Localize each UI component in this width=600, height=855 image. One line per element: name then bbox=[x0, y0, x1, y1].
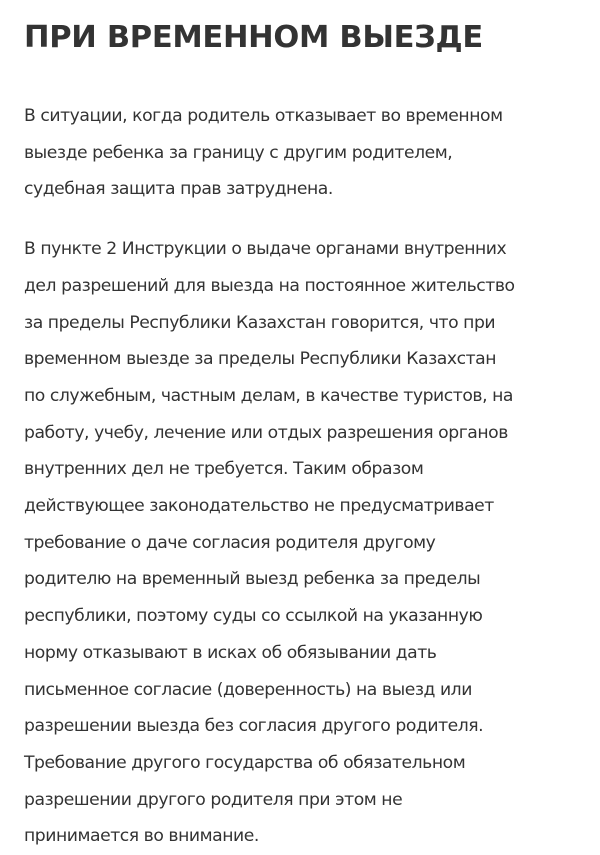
paragraph-line: выезде ребенка за границу с другим родителем, bbox=[24, 142, 453, 163]
paragraph-line: внутренних дел не требуется. Таким образом bbox=[24, 459, 424, 480]
paragraph-line: разрешении выезда без согласия другого родителя. bbox=[24, 716, 484, 737]
article-heading: ПРИ ВРЕМЕННОМ ВЫЕЗДЕ bbox=[24, 20, 483, 55]
paragraph-line: временном выезде за пределы Республики Казахстан bbox=[24, 349, 497, 370]
paragraph-line: норму отказывают в исках об обязывании дать bbox=[24, 642, 437, 663]
article-paragraph-2 bbox=[24, 231, 584, 855]
article-paragraph-1 bbox=[24, 98, 584, 208]
paragraph-line: разрешении другого родителя при этом не bbox=[24, 789, 403, 810]
paragraph-line: действующее законодательство не предусматривает bbox=[24, 496, 494, 517]
paragraph-line: В пункте 2 Инструкции о выдаче органами внутренних bbox=[24, 239, 507, 260]
paragraph-line: за пределы Республики Казахстан говорится, что при bbox=[24, 312, 496, 333]
paragraph-line: родителю на временный выезд ребенка за пределы bbox=[24, 569, 481, 590]
paragraph-line: судебная защита прав затруднена. bbox=[24, 179, 333, 200]
paragraph-line: республики, поэтому суды со ссылкой на указанную bbox=[24, 606, 483, 627]
paragraph-line: Требование другого государства об обязательном bbox=[24, 752, 466, 773]
paragraph-line: требование о даче согласия родителя другому bbox=[24, 532, 436, 553]
paragraph-line: В ситуации, когда родитель отказывает во временном bbox=[24, 106, 503, 126]
paragraph-line: письменное согласие (доверенность) на выезд или bbox=[24, 679, 472, 700]
paragraph-line: работу, учебу, лечение или отдых разрешения органов bbox=[24, 422, 508, 443]
paragraph-line: дел разрешений для выезда на постоянное жительство bbox=[24, 275, 515, 296]
paragraph-line: по служебным, частным делам, в качестве туристов, на bbox=[24, 385, 513, 406]
article bbox=[24, 0, 584, 855]
paragraph-line: принимается во внимание. bbox=[24, 826, 259, 847]
